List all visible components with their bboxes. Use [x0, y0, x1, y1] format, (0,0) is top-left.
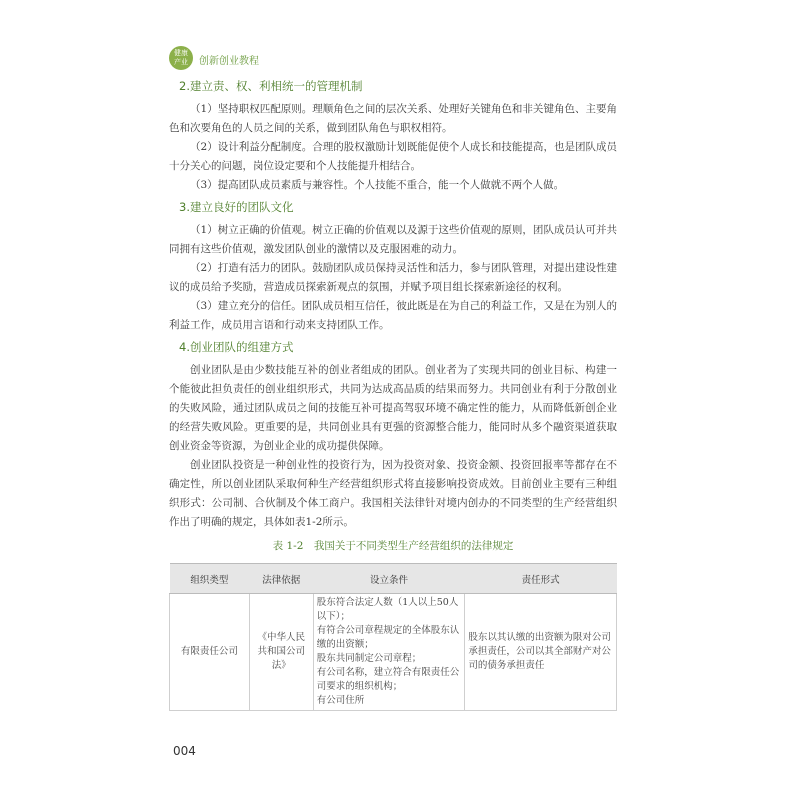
series-title: 创新创业教程 [199, 56, 259, 67]
condition-item: 股东共同制定公司章程； [316, 653, 422, 664]
condition-item: 有公司住所 [316, 695, 365, 706]
page-content [169, 74, 617, 711]
condition-item: 有符合公司章程规定的全体股东认缴的出资额； [316, 625, 460, 650]
paragraph: 创业团队投资是一种创业性的投资行为，因为投资对象、投资金额、投资回报率等都存在不确定性，所以创业团队采取何种生产经营组织形式将直接影响投资成效。目前创业主要有三种组织形式：公司制、合伙制及个体工商户。我国相关法律针对境内创办的不同类型的生产经营组织作出了明确的规定，具体如表1-2所示。 [169, 459, 617, 528]
cell-org-type: 有限责任公司 [170, 594, 250, 711]
paragraph: （2）设计利益分配制度。合理的股权激励计划既能促使个人成长和技能提高，也是团队成员十分关心的问题，岗位设定要和个人技能提升相结合。 [169, 141, 617, 172]
cell-conditions [313, 594, 465, 711]
section-heading: 4.创业团队的组建方式 [179, 340, 294, 354]
paragraph: 创业团队是由少数技能互补的创业者组成的团队。创业者为了实现共同的创业目标、构建一个能彼此担负责任的创业组织形式，共同为达成高品质的结果而努力。共同创业有利于分散创业的失败风险，通过团队成员之间的技能互补可提高驾驭环境不确定性的能力，从而降低新创企业的经营失败风险。更重要的是，共同创业具有更强的资源整合能力，能同时从多个融资渠道获取创业资金等资源，为创业企业的成功提供保障。 [169, 364, 617, 452]
header-conditions: 设立条件 [313, 564, 465, 594]
paragraph: （1）树立正确的价值观。树立正确的价值观以及源于这些价值观的原则，团队成员认可并共同拥有这些价值观，激发团队创业的激情以及克服困难的动力。 [169, 224, 617, 255]
header-law: 法律依据 [249, 564, 313, 594]
paragraph: （3）提高团队成员素质与兼容性。个人技能不重合，能一个人做就不两个人做。 [190, 179, 565, 191]
condition-item: 股东符合法定人数（1人以上50人以下）； [316, 597, 459, 622]
section-heading: 3.建立良好的团队文化 [179, 200, 294, 214]
page-number: 004 [173, 744, 196, 758]
legal-table [169, 563, 617, 711]
section-heading: 2.建立责、权、利相统一的管理机制 [179, 79, 363, 93]
table-caption: 表 1-2 我国关于不同类型生产经营组织的法律规定 [272, 540, 514, 552]
header-org-type: 组织类型 [170, 564, 250, 594]
cell-law: 《中华人民共和国公司法》 [249, 594, 313, 711]
condition-item: 有公司名称，建立符合有限责任公司要求的组织机构； [316, 667, 460, 692]
book-logo: 健康产业 [169, 46, 193, 70]
header-liability: 责任形式 [465, 564, 617, 594]
cell-liability: 股东以其认缴的出资额为限对公司承担责任，公司以其全部财产对公司的债务承担责任 [465, 594, 617, 711]
paragraph: （2）打造有活力的团队。鼓励团队成员保持灵活性和活力，参与团队管理，对提出建设性建议的成员给予奖励，营造成员探索新观点的氛围，并赋予项目组长探索新途径的权利。 [169, 262, 617, 293]
paragraph: （1）坚持职权匹配原则。理顺角色之间的层次关系、处理好关键角色和非关键角色、主要角色和次要角色的人员之间的关系，做到团队角色与职权相符。 [169, 103, 617, 134]
table-row [170, 594, 617, 711]
paragraph: （3）建立充分的信任。团队成员相互信任，彼此既是在为自己的利益工作，又是在为别人的利益工作，成员用言语和行动来支持团队工作。 [169, 300, 617, 331]
